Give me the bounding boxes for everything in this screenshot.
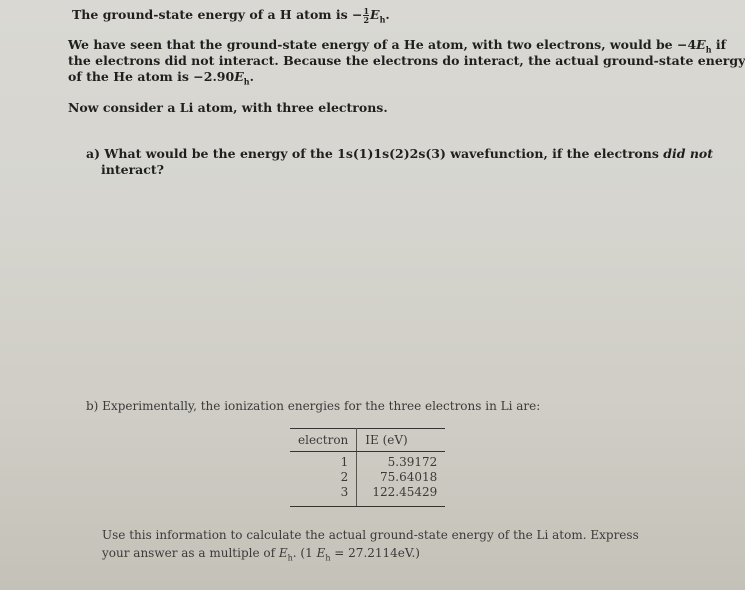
h-atom-statement	[72, 7, 390, 28]
question-b-line-2-text: your answer as a multiple of	[102, 546, 279, 560]
period: .	[385, 7, 390, 22]
hartree-symbol: E	[370, 7, 380, 22]
table-row	[290, 470, 445, 485]
hartree-symbol: E	[696, 37, 706, 52]
fraction-denominator: 2	[363, 15, 370, 25]
period: .	[249, 69, 254, 84]
hartree-symbol: E	[316, 546, 326, 560]
question-a-text: a) What would be the energy of the 1s(1)1s(2)2s(3) wavefunction, if the electrons	[86, 146, 664, 161]
question-b-line-1: Use this information to calculate the actual ground-state energy of the Li atom. Express	[102, 528, 639, 542]
hartree-symbol: E	[278, 546, 288, 560]
ie-cell: 122.45429	[357, 485, 446, 507]
question-a-line-2: interact?	[101, 162, 164, 177]
header-ie: IE (eV)	[357, 429, 446, 452]
he-line-1-end: if	[711, 37, 727, 52]
he-line-1-text: We have seen that the ground-state energy of a He atom, with two electrons, would be −4	[68, 37, 697, 52]
ie-cell: 5.39172	[387, 455, 438, 469]
table-row	[290, 485, 445, 507]
hartree-subscript: h	[705, 44, 712, 55]
hartree-subscript: h	[287, 553, 293, 563]
hartree-symbol: E	[234, 69, 244, 84]
question-b-line-2-mid: . (1	[292, 546, 317, 560]
ionization-energy-table	[290, 428, 445, 507]
ie-cell: 75.64018	[380, 470, 438, 484]
electron-cell: 1	[290, 452, 357, 471]
he-paragraph-line-2: the electrons did not interact. Because the electrons do interact, the actual ground-state energy	[68, 53, 745, 68]
he-paragraph-line-3	[68, 69, 254, 90]
question-a-line-1	[86, 146, 713, 162]
question-b-intro: b) Experimentally, the ionization energies for the three electrons in Li are:	[86, 399, 541, 413]
table-row	[290, 452, 445, 471]
electron-cell: 2	[290, 470, 357, 485]
electron-cell: 3	[290, 485, 357, 507]
header-electron: electron	[290, 429, 357, 452]
hartree-subscript: h	[325, 553, 331, 563]
hartree-subscript: h	[379, 14, 386, 25]
question-a-emphasis: did not	[663, 146, 714, 161]
hartree-subscript: h	[243, 76, 250, 87]
one-half-fraction	[363, 7, 369, 24]
he-line-3-text: of the He atom is −2.90	[68, 69, 235, 84]
table-header-row	[290, 429, 445, 452]
question-b-line-2	[102, 545, 420, 566]
fraction-numerator: 1	[363, 6, 370, 16]
conversion-value: = 27.2114eV.)	[330, 546, 420, 560]
li-intro: Now consider a Li atom, with three electrons.	[68, 100, 388, 115]
h-energy-text: The ground-state energy of a H atom is −	[72, 7, 363, 22]
